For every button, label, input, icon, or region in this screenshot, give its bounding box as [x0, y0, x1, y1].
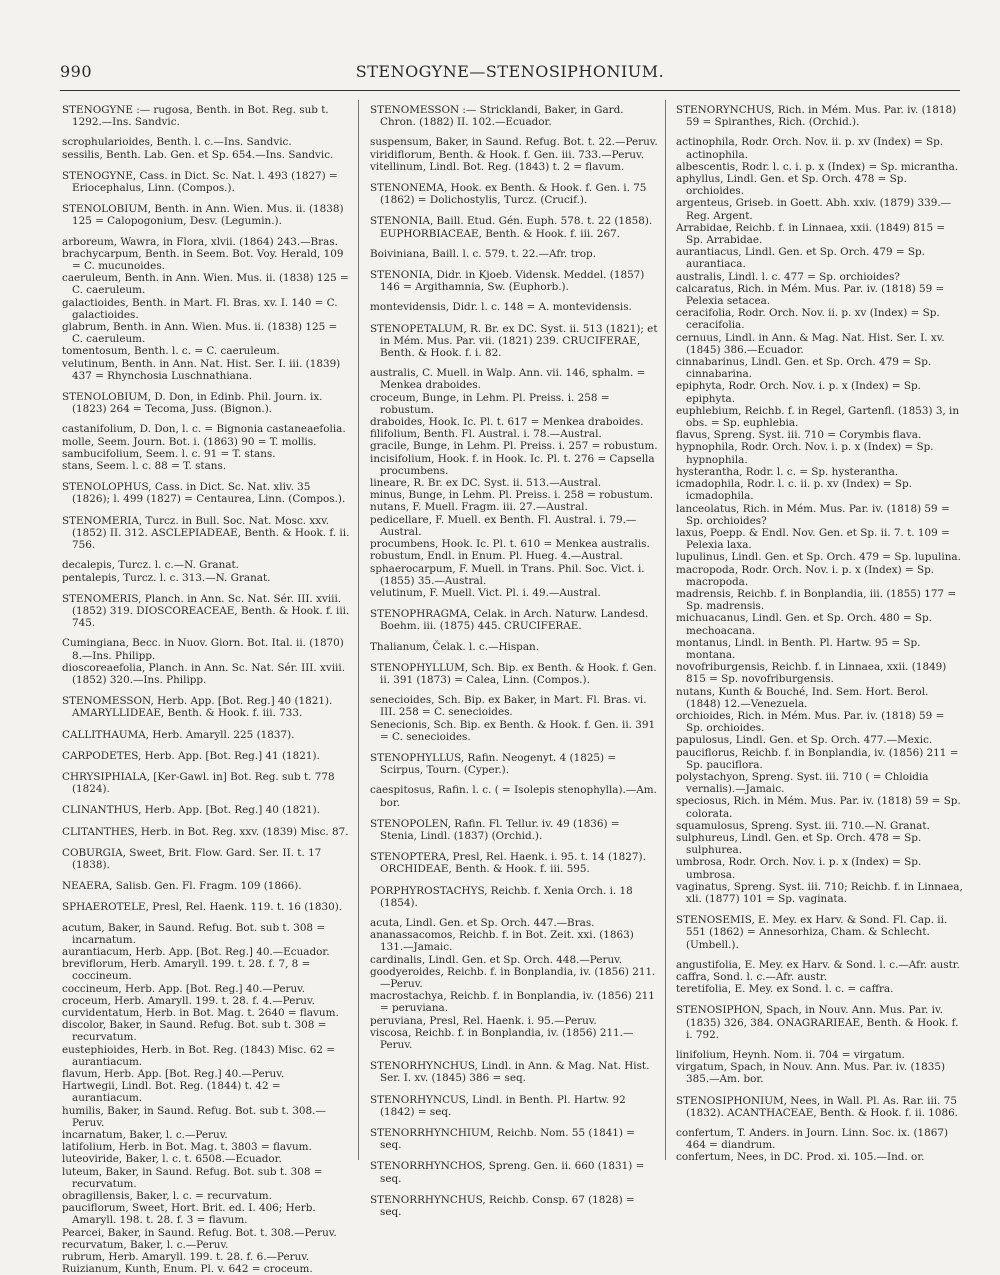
- species-entry: angustifolia, E. Mey. ex Harv. & Sond. l. c.—Afr. austr.: [676, 958, 960, 971]
- species-entry: velutinum, F. Muell. Vict. Pl. i. 49.—Austral.: [370, 586, 601, 599]
- genus-entry: STENONIA, Didr. in Kjoeb. Vidensk. Meddel. (1857) 146 = Argithamnia, Sw. (Euphorb.).: [370, 269, 645, 294]
- species-entry: curvidentatum, Herb. in Bot. Mag. t. 2640 = flavum.: [62, 1006, 339, 1019]
- genus-entry: STENOLOBIUM, Benth. in Ann. Wien. Mus. ii. (1838) 125 = Calopogonium, Desv. (Legumin.).: [62, 203, 344, 228]
- species-entry: stans, Seem. l. c. 88 = T. stans.: [62, 460, 227, 473]
- species-entry: epiphyta, Rodr. Orch. Nov. i. p. x (Index) = Sp. epiphyta.: [676, 380, 921, 405]
- species-entry: minus, Bunge, in Lehm. Pl. Preiss. i. 258 = robustum.: [370, 489, 654, 502]
- species-entry: papulosus, Lindl. Gen. et Sp. Orch. 477.—Mexic.: [676, 734, 933, 747]
- species-entry: michuacanus, Lindl. Gen. et Sp. Orch. 480 = Sp. mechoacana.: [676, 612, 932, 637]
- genus-entry: STENOMESSON, Herb. App. [Bot. Reg.] 40 (1821). AMARYLLIDEAE, Benth. & Hook. f. iii. 733.: [62, 695, 333, 720]
- species-entry: pedicellare, F. Muell. ex Benth. Fl. Austral. i. 79.—Austral.: [370, 513, 637, 538]
- species-entry: virgatum, Spach, in Nouv. Ann. Mus. Par. iv. (1835) 385.—Am. bor.: [676, 1061, 946, 1086]
- species-entry: discolor, Baker, in Saund. Refug. Bot. sub t. 308 = recurvatum.: [62, 1019, 327, 1044]
- species-entry: australis, Lindl. l. c. 477 = Sp. orchioides?: [676, 270, 900, 283]
- genus-entry: STENORHYNCUS, Lindl. in Benth. Pl. Hartw. 92 (1842) = seq.: [370, 1093, 626, 1118]
- species-entry: Senecionis, Sch. Bip. ex Benth. & Hook. f. Gen. ii. 391 = C. senecioides.: [370, 718, 656, 743]
- genus-entry: CLITANTHES, Herb. in Bot. Reg. xxv. (1839) Misc. 87.: [62, 825, 349, 838]
- species-entry: velutinum, Benth. in Ann. Nat. Hist. Ser. I. iii. (1839) 437 = Rhynchosia Luschnathiana.: [62, 357, 341, 382]
- species-entry: filifolium, Benth. Fl. Austral. i. 78.—Austral.: [370, 428, 602, 441]
- species-entry: gracile, Bunge, in Lehm. Pl. Preiss. i. 257 = robustum.: [370, 440, 658, 453]
- column-divider: [358, 100, 359, 1160]
- species-entry: cardinalis, Lindl. Gen. et Sp. Orch. 448.—Peruv.: [370, 953, 623, 966]
- species-entry: linifolium, Heynh. Nom. ii. 704 = virgatum.: [676, 1049, 905, 1062]
- species-entry: luteum, Baker, in Saund. Refug. Bot. sub t. 308 = recurvatum.: [62, 1165, 323, 1190]
- species-entry: galactioides, Benth. in Mart. Fl. Bras. xv. I. 140 = C. galactioides.: [62, 296, 338, 321]
- genus-entry: STENOLOPHUS, Cass. in Dict. Sc. Nat. xliv. 35 (1826); l. 499 (1827) = Centaurea, Linn. (Compos.).: [62, 481, 346, 506]
- species-entry: macrostachya, Reichb. f. in Bonplandia, iv. (1856) 211 = peruviana.: [370, 990, 655, 1015]
- genus-entry: STENONIA, Baill. Etud. Gén. Euph. 578. t. 22 (1858). EUPHORBIACEAE, Benth. & Hook. f. iii. 267.: [370, 215, 653, 240]
- genus-entry: STENOSIPHON, Spach, in Nouv. Ann. Mus. Par. iv. (1835) 326, 384. ONAGRARIEAE, Benth. & Hook. f. i. 792.: [676, 1004, 959, 1041]
- species-entry: incisifolium, Hook. f. in Hook. Ic. Pl. t. 276 = Capsella procumbens.: [370, 452, 655, 477]
- species-entry: goodyeroides, Reichb. f. in Bonplandia, iv. (1856) 211.—Peruv.: [370, 965, 656, 990]
- species-entry: madrensis, Reichb. f. in Bonplandia, iii. (1855) 177 = Sp. madrensis.: [676, 587, 957, 613]
- column-2: [370, 104, 658, 1219]
- species-entry: Hartwegii, Lindl. Bot. Reg. (1844) t. 42 = aurantiacum.: [62, 1080, 281, 1105]
- species-entry: Pearcei, Baker, in Saund. Refug. Bot. t. 308.—Peruv.: [62, 1226, 337, 1239]
- species-entry: euphlebium, Reichb. f. in Regel, Gartenfl. (1853) 3, in obs. = Sp. euphlebia.: [676, 404, 960, 430]
- species-entry: incarnatum, Baker, l. c.—Peruv.: [62, 1129, 228, 1142]
- genus-entry: STENORYNCHUS, Rich. in Mém. Mus. Par. iv. (1818) 59 = Spiranthes, Rich. (Orchid.).: [676, 104, 957, 129]
- species-entry: lupulinus, Lindl. Gen. et Sp. Orch. 479 = Sp. lupulina.: [676, 551, 961, 564]
- species-entry: Boiviniana, Baill. l. c. 579. t. 22.—Afr. trop.: [370, 247, 596, 260]
- species-entry: montevidensis, Didr. l. c. 148 = A. montevidensis.: [370, 301, 632, 314]
- genus-entry: STENOPHYLLUS, Rafin. Neogenyt. 4 (1825) = Scirpus, Tourn. (Cyper.).: [370, 751, 617, 777]
- species-entry: aphyllus, Lindl. Gen. et Sp. Orch. 478 = Sp. orchioides.: [676, 173, 907, 198]
- species-entry: castanifolium, D. Don, l. c. = Bignonia castaneaefolia.: [62, 423, 346, 436]
- genus-entry: STENOPOLEN, Rafin. Fl. Tellur. iv. 49 (1836) = Stenia, Lindl. (1837) (Orchid.).: [370, 817, 620, 842]
- species-entry: decalepis, Turcz. l. c.—N. Granat.: [62, 559, 239, 572]
- species-entry: actinophila, Rodr. Orch. Nov. ii. p. xv (Index) = Sp. actinophila.: [676, 136, 944, 161]
- genus-entry: STENOGYNE :— rugosa, Benth. in Bot. Reg. sub t. 1292.—Ins. Sandvic.: [62, 104, 329, 129]
- species-entry: sphaerocarpum, F. Muell. in Trans. Phil. Soc. Vict. i. (1855) 35.—Austral.: [370, 562, 645, 587]
- species-entry: acutum, Baker, in Saund. Refug. Bot. sub t. 308 = incarnatum.: [62, 921, 326, 946]
- species-entry: caeruleum, Benth. in Ann. Wien. Mus. ii. (1838) 125 = C. caeruleum.: [62, 272, 349, 297]
- header-rule: [60, 90, 960, 91]
- species-entry: pauciflorus, Reichb. f. in Bonplandia, iv. (1856) 211 = Sp. pauciflora.: [676, 746, 959, 771]
- species-entry: cinnabarinus, Lindl. Gen. et Sp. Orch. 479 = Sp. cinnabarina.: [676, 356, 932, 381]
- column-3: [676, 104, 964, 1164]
- species-entry: aurantiacus, Lindl. Gen. et Sp. Orch. 479 = Sp. aurantiaca.: [676, 246, 925, 271]
- species-entry: novofriburgensis, Reichb. f. in Linnaea, xxii. (1849) 815 = Sp. novofriburgensis.: [676, 661, 947, 686]
- species-entry: umbrosa, Rodr. Orch. Nov. i. p. x (Index) = Sp. umbrosa.: [676, 856, 922, 881]
- species-entry: vitellinum, Lindl. Bot. Reg. (1843) t. 2 = flavum.: [370, 160, 625, 173]
- genus-entry: STENOPHYLLUM, Sch. Bip. ex Benth. & Hook. f. Gen. ii. 391 (1873) = Calea, Linn. (Compos.).: [370, 661, 657, 686]
- species-entry: coccineum, Herb. App. [Bot. Reg.] 40.—Peruv.: [62, 982, 306, 995]
- genus-entry: STENOPHRAGMA, Celak. in Arch. Naturw. Landesd. Boehm. iii. (1875) 445. CRUCIFERAE.: [370, 608, 649, 633]
- species-entry: caespitosus, Rafin. l. c. ( = Isolepis stenophylla).—Am. bor.: [370, 784, 657, 809]
- genus-entry: STENOMESSON :— Stricklandi, Baker, in Gard. Chron. (1882) II. 102.—Ecuador.: [370, 104, 624, 129]
- genus-entry: STENORHYNCHUS, Lindl. in Ann. & Mag. Nat. Hist. Ser. I. xv. (1845) 386 = seq.: [370, 1060, 650, 1085]
- species-entry: pauciflorum, Sweet, Hort. Brit. ed. I. 406; Herb. Amaryll. 198. t. 28. f. 3 = flavum.: [62, 1202, 316, 1227]
- species-entry: croceum, Herb. Amaryll. 199. t. 28. f. 4.—Peruv.: [62, 994, 315, 1007]
- species-entry: obragillensis, Baker, l. c. = recurvatum.: [62, 1190, 272, 1203]
- species-entry: calcaratus, Rich. in Mém. Mus. Par. iv. (1818) 59 = Pelexia setacea.: [676, 282, 945, 308]
- species-entry: breviflorum, Herb. Amaryll. 199. t. 28. f. 7, 8 = coccineum.: [62, 958, 311, 983]
- species-entry: lineare, R. Br. ex DC. Syst. ii. 513.—Austral.: [370, 477, 602, 490]
- species-entry: procumbens, Hook. Ic. Pl. t. 610 = Menkea australis.: [370, 538, 650, 551]
- species-entry: argenteus, Griseb. in Goett. Abh. xxiv. (1879) 339.—Reg. Argent.: [676, 197, 952, 222]
- species-entry: croceum, Bunge, in Lehm. Pl. Preiss. i. 258 = robustum.: [370, 391, 610, 416]
- genus-entry: STENOSIPHONIUM, Nees, in Wall. Pl. As. Rar. iii. 75 (1832). ACANTHACEAE, Benth. & Hook. f. ii. 1086.: [676, 1094, 958, 1119]
- species-entry: senecioides, Sch. Bip. ex Baker, in Mart. Fl. Bras. vi. III. 258 = C. senecioides.: [370, 694, 647, 719]
- genus-entry: STENONEMA, Hook. ex Benth. & Hook. f. Gen. i. 75 (1862) = Dolichostylis, Turcz. (Crucif.).: [370, 182, 647, 207]
- page-header: [60, 62, 960, 86]
- species-entry: glabrum, Benth. in Ann. Wien. Mus. ii. (1838) 125 = C. caeruleum.: [62, 321, 338, 346]
- genus-entry: CALLITHAUMA, Herb. Amaryll. 225 (1837).: [62, 728, 295, 741]
- species-entry: Arrabidae, Reichb. f. in Linnaea, xxii. (1849) 815 = Sp. Arrabidae.: [676, 221, 946, 247]
- genus-entry: STENOSEMIS, E. Mey. ex Harv. & Sond. Fl. Cap. ii. 551 (1862) = Annesorhiza, Cham. & Schlecht. (Umbell.).: [676, 914, 948, 951]
- species-entry: caffra, Sond. l. c.—Afr. austr.: [676, 971, 828, 984]
- species-entry: sessilis, Benth. Lab. Gen. et Sp. 654.—Ins. Sandvic.: [62, 148, 334, 161]
- species-entry: rubrum, Herb. Amaryll. 199. t. 28. f. 6.—Peruv.: [62, 1251, 310, 1264]
- species-entry: recurvatum, Baker, l. c.—Peruv.: [62, 1238, 229, 1251]
- column-divider: [665, 100, 666, 1160]
- species-entry: ceracifolia, Rodr. Orch. Nov. ii. p. xv (Index) = Sp. ceracifolia.: [676, 307, 940, 332]
- genus-entry: STENORRHYNCHIUM, Reichb. Nom. 55 (1841) = seq.: [370, 1127, 635, 1152]
- species-entry: eustephioides, Herb. in Bot. Reg. (1843) Misc. 62 = aurantiacum.: [62, 1043, 335, 1068]
- species-entry: australis, C. Muell. in Walp. Ann. vii. 146, sphalm. = Menkea draboides.: [370, 367, 646, 392]
- genus-entry: PORPHYROSTACHYS, Reichb. f. Xenia Orch. i. 18 (1854).: [370, 884, 633, 909]
- species-entry: tomentosum, Benth. l. c. = C. caeruleum.: [62, 345, 280, 358]
- species-entry: Ruizianum, Kunth, Enum. Pl. v. 642 = croceum.: [62, 1263, 313, 1275]
- page-number: 990: [60, 62, 93, 81]
- genus-entry: STENOLOBIUM, D. Don, in Edinb. Phil. Journ. ix. (1823) 264 = Tecoma, Juss. (Bignon.).: [62, 391, 323, 416]
- species-entry: albescentis, Rodr. l. c. i. p. x (Index) = Sp. micrantha.: [676, 160, 959, 173]
- species-entry: ananassacomos, Reichb. f. in Bot. Zeit. xxi. (1863) 131.—Jamaic.: [370, 929, 634, 954]
- species-entry: viscosa, Reichb. f. in Bonplandia, iv. (1856) 211.—Peruv.: [370, 1026, 634, 1051]
- species-entry: laxus, Poepp. & Endl. Nov. Gen. et Sp. ii. 7. t. 109 = Pelexia laxa.: [676, 526, 950, 552]
- genus-entry: STENORRHYNCHOS, Spreng. Gen. ii. 660 (1831) = seq.: [370, 1160, 645, 1185]
- species-entry: suspensum, Baker, in Saund. Refug. Bot. t. 22.—Peruv.: [370, 136, 658, 149]
- species-entry: orchioides, Rich. in Mém. Mus. Par. iv. (1818) 59 = Sp. orchioides.: [676, 709, 945, 735]
- species-entry: sulphureus, Lindl. Gen. et Sp. Orch. 478 = Sp. sulphurea.: [676, 831, 922, 857]
- genus-entry: STENORRHYNCHUS, Reichb. Consp. 67 (1828) = seq.: [370, 1193, 635, 1219]
- genus-entry: STENOPTERA, Presl, Rel. Haenk. i. 95. t. 14 (1827). ORCHIDEAE, Benth. & Hook. f. iii. 595.: [370, 851, 646, 876]
- species-entry: flavum, Herb. App. [Bot. Reg.] 40.—Peruv.: [62, 1068, 285, 1080]
- species-entry: hypnophila, Rodr. Orch. Nov. i. p. x (Index) = Sp. hypnophila.: [676, 441, 934, 466]
- species-entry: arboreum, Wawra, in Flora, xlvii. (1864) 243.—Bras.: [62, 235, 338, 248]
- species-entry: humilis, Baker, in Saund. Refug. Bot. sub t. 308.—Peruv.: [62, 1104, 326, 1129]
- species-entry: molle, Seem. Journ. Bot. i. (1863) 90 = T. mollis.: [62, 435, 317, 448]
- species-entry: acuta, Lindl. Gen. et Sp. Orch. 447.—Bras.: [370, 916, 595, 929]
- genus-entry: STENOGYNE, Cass. in Dict. Sc. Nat. l. 493 (1827) = Eriocephalus, Linn. (Compos.).: [62, 169, 338, 195]
- species-entry: Thalianum, Čelak. l. c.—Hispan.: [370, 640, 540, 653]
- species-entry: draboides, Hook. Ic. Pl. t. 617 = Menkea draboides.: [370, 416, 644, 429]
- genus-entry: COBURGIA, Sweet, Brit. Flow. Gard. Ser. II. t. 17 (1838).: [62, 846, 322, 871]
- species-entry: aurantiacum, Herb. App. [Bot. Reg.] 40.—Ecuador.: [62, 945, 330, 958]
- species-entry: Cumingiana, Becc. in Nuov. Giorn. Bot. Ital. ii. (1870) 8.—Ins. Philipp.: [62, 637, 344, 662]
- species-entry: flavus, Spreng. Syst. iii. 710 = Corymbis flava.: [676, 429, 922, 442]
- species-entry: confertum, T. Anders. in Journ. Linn. Soc. ix. (1867) 464 = diandrum.: [676, 1127, 949, 1152]
- species-entry: dioscoreaefolia, Planch. in Ann. Sc. Nat. Sér. III. xviii. (1852) 320.—Ins. Philipp.: [62, 661, 346, 686]
- species-entry: confertum, Nees, in DC. Prod. xi. 105.—Ind. or.: [676, 1151, 925, 1164]
- species-entry: robustum, Endl. in Enum. Pl. Hueg. 4.—Austral.: [370, 550, 623, 563]
- genus-entry: CLINANTHUS, Herb. App. [Bot. Reg.] 40 (1821).: [62, 804, 320, 817]
- genus-entry: SPHAEROTELE, Presl, Rel. Haenk. 119. t. 16 (1830).: [62, 901, 343, 914]
- species-entry: polystachyon, Spreng. Syst. iii. 710 ( = Chloidia vernalis).—Jamaic.: [676, 770, 929, 796]
- running-head: STENOGYNE—STENOSIPHONIUM.: [355, 62, 665, 81]
- genus-entry: NEAERA, Salisb. Gen. Fl. Fragm. 109 (1866).: [62, 880, 302, 893]
- species-entry: vaginatus, Spreng. Syst. iii. 710; Reichb. f. in Linnaea, xli. (1877) 101 = Sp. vaginata.: [676, 880, 963, 905]
- species-entry: sambucifolium, Seem. l. c. 91 = T. stans.: [62, 447, 276, 460]
- column-1: [62, 104, 350, 1275]
- species-entry: luteoviride, Baker, l. c. t. 6508.—Ecuador.: [62, 1153, 282, 1166]
- species-entry: icmadophila, Rodr. l. c. ii. p. xv (Index) = Sp. icmadophila.: [676, 478, 912, 503]
- species-entry: scrophularioides, Benth. l. c.—Ins. Sandvic.: [62, 136, 292, 149]
- species-entry: montanus, Lindl. in Benth. Pl. Hartw. 95 = Sp. montana.: [676, 636, 921, 661]
- species-entry: squamulosus, Spreng. Syst. iii. 710.—N. Granat.: [676, 819, 930, 832]
- species-entry: lanceolatus, Rich. in Mém. Mus. Par. iv. (1818) 59 = Sp. orchioides?: [676, 502, 950, 527]
- species-entry: speciosus, Rich. in Mém. Mus. Par. iv. (1818) 59 = Sp. colorata.: [676, 795, 961, 820]
- species-entry: latifolium, Herb. in Bot. Mag. t. 3803 = flavum.: [62, 1141, 312, 1154]
- genus-entry: STENOPETALUM, R. Br. ex DC. Syst. ii. 513 (1821); et in Mém. Mus. Par. vii. (1821) 239. CRUCIFERAE, Benth. & Hook. f. i. 82.: [370, 322, 658, 360]
- species-entry: macropoda, Rodr. Orch. Nov. i. p. x (Index) = Sp. macropoda.: [676, 563, 935, 588]
- genus-entry: CHRYSIPHIALA, [Ker-Gawl. in] Bot. Reg. sub t. 778 (1824).: [62, 770, 335, 796]
- genus-entry: CARPODETES, Herb. App. [Bot. Reg.] 41 (1821).: [62, 749, 320, 762]
- species-entry: hysterantha, Rodr. l. c. = Sp. hysterantha.: [676, 465, 899, 478]
- species-entry: peruviana, Presl, Rel. Haenk. i. 95.—Peruv.: [370, 1014, 597, 1027]
- species-entry: cernuus, Lindl. in Ann. & Mag. Nat. Hist. Ser. I. xv. (1845) 386.—Ecuador.: [676, 331, 945, 356]
- species-entry: nutans, Kunth & Bouché, Ind. Sem. Hort. Berol. (1848) 12.—Venezuela.: [676, 685, 929, 710]
- species-entry: brachycarpum, Benth. in Seem. Bot. Voy. Herald, 109 = C. mucunoides.: [62, 247, 344, 273]
- species-entry: viridiflorum, Benth. & Hook. f. Gen. iii. 733.—Peruv.: [370, 148, 644, 161]
- genus-entry: STENOMERIA, Turcz. in Bull. Soc. Nat. Mosc. xxv. (1852) II. 312. ASCLEPIADEAE, Benth. & Hook. f. ii. 756.: [62, 514, 350, 552]
- species-entry: nutans, F. Muell. Fragm. iii. 27.—Austral.: [370, 501, 588, 514]
- species-entry: teretifolia, E. Mey. ex Sond. l. c. = caffra.: [676, 983, 894, 996]
- species-entry: pentalepis, Turcz. l. c. 313.—N. Granat.: [62, 571, 271, 584]
- genus-entry: STENOMERIS, Planch. in Ann. Sc. Nat. Sér. III. xviii. (1852) 319. DIOSCOREACEAE, Benth. & Hook. f. iii. 745.: [62, 592, 350, 630]
